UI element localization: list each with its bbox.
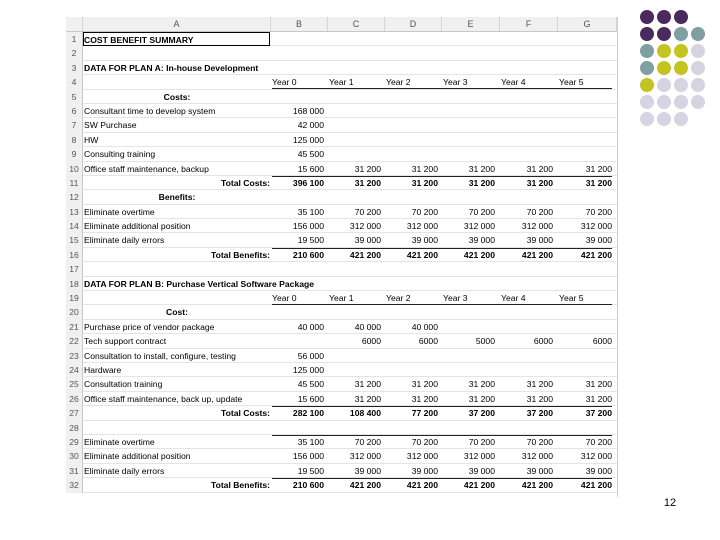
value-cell[interactable]: 312 000 [521, 451, 553, 462]
row-number[interactable]: 23 [66, 349, 83, 363]
value-cell[interactable]: 39 000 [526, 235, 553, 246]
rule-line [272, 248, 612, 249]
sheet-row [66, 219, 617, 233]
value-cell[interactable]: 35 100 [297, 206, 324, 217]
sheet-row [66, 176, 617, 190]
value-cell[interactable]: 70 200 [585, 436, 612, 447]
sheet-rows [66, 32, 617, 493]
value-cell[interactable]: 31 200 [468, 163, 495, 174]
decorative-dot [657, 10, 671, 24]
column-header-bar [66, 17, 617, 32]
value-cell[interactable]: Year 2 [386, 77, 411, 88]
sheet-row [66, 46, 617, 60]
value-cell[interactable]: 6000 [592, 336, 612, 347]
value-cell[interactable]: 312 000 [406, 221, 438, 232]
label-cell[interactable]: Total Benefits: [210, 249, 270, 260]
label-cell[interactable]: Office staff maintenance, back up, update [84, 393, 243, 404]
row-number[interactable]: 16 [66, 248, 83, 262]
value-cell[interactable]: 421 200 [580, 249, 612, 260]
value-cell[interactable]: 312 000 [406, 451, 438, 462]
label-cell[interactable]: Eliminate additional position [84, 451, 191, 462]
value-cell[interactable]: 6000 [533, 336, 553, 347]
value-cell[interactable]: 5000 [475, 336, 495, 347]
value-cell[interactable]: 312 000 [521, 221, 553, 232]
value-cell[interactable]: 40 000 [354, 321, 381, 332]
row-number[interactable]: 15 [66, 233, 83, 247]
value-cell[interactable]: 312 000 [349, 221, 381, 232]
label-cell[interactable]: DATA FOR PLAN B: Purchase Vertical Software Package [84, 278, 315, 289]
value-cell[interactable]: 70 200 [354, 436, 381, 447]
value-cell[interactable]: 125 000 [292, 134, 324, 145]
label-cell[interactable]: Eliminate additional position [84, 221, 191, 232]
value-cell[interactable]: 42 000 [297, 120, 324, 131]
decorative-dot [657, 78, 671, 92]
value-cell[interactable]: Year 2 [386, 293, 411, 304]
value-cell[interactable]: 421 200 [349, 480, 381, 491]
value-cell[interactable]: 312 000 [349, 451, 381, 462]
value-cell[interactable]: Year 3 [443, 77, 468, 88]
value-cell[interactable]: Year 1 [329, 77, 354, 88]
spreadsheet [66, 17, 617, 497]
sheet-row [66, 248, 617, 262]
sheet-row [66, 90, 617, 104]
value-cell[interactable]: 39 000 [411, 235, 438, 246]
value-cell[interactable]: 39 000 [411, 465, 438, 476]
page-number: 12 [663, 497, 677, 509]
label-cell[interactable]: SW Purchase [84, 120, 137, 131]
decorative-dot [657, 61, 671, 75]
sheet-row [66, 464, 617, 478]
value-cell[interactable]: Year 4 [501, 293, 526, 304]
value-cell[interactable]: 421 200 [521, 249, 553, 260]
sheet-row [66, 133, 617, 147]
value-cell[interactable]: 31 200 [585, 177, 612, 188]
sheet-row [66, 435, 617, 449]
value-cell[interactable]: 6000 [418, 336, 438, 347]
decorative-dot [674, 95, 688, 109]
value-cell[interactable]: Year 5 [559, 293, 584, 304]
value-cell[interactable]: 31 200 [354, 379, 381, 390]
decorative-dot [657, 112, 671, 126]
rule-line [272, 176, 612, 177]
value-cell[interactable]: 39 000 [468, 465, 495, 476]
value-cell[interactable]: 312 000 [580, 451, 612, 462]
value-cell[interactable]: 15 600 [297, 163, 324, 174]
value-cell[interactable]: 31 200 [468, 177, 495, 188]
row-number[interactable]: 4 [66, 75, 83, 89]
value-cell[interactable]: 35 100 [297, 436, 324, 447]
sheet-row [66, 392, 617, 406]
label-cell[interactable]: Costs: [163, 91, 191, 102]
label-cell[interactable]: Eliminate overtime [84, 436, 155, 447]
sheet-row [66, 205, 617, 219]
value-cell[interactable]: 70 200 [526, 206, 553, 217]
row-number[interactable]: 6 [66, 104, 83, 118]
label-cell[interactable]: HW [84, 134, 99, 145]
decorative-dot [657, 44, 671, 58]
value-cell[interactable]: 39 000 [585, 465, 612, 476]
row-number[interactable]: 5 [66, 90, 83, 104]
value-cell[interactable]: 77 200 [411, 408, 438, 419]
value-cell[interactable]: 156 000 [292, 451, 324, 462]
row-number[interactable]: 29 [66, 435, 83, 449]
value-cell[interactable]: 39 000 [354, 235, 381, 246]
select-all-corner[interactable] [66, 17, 83, 31]
value-cell[interactable]: 37 200 [468, 408, 495, 419]
sheet-row [66, 363, 617, 377]
column-header-c[interactable]: C [328, 17, 385, 31]
value-cell[interactable]: 421 200 [349, 249, 381, 260]
label-cell[interactable]: Tech support contract [84, 336, 167, 347]
row-number[interactable]: 25 [66, 377, 83, 391]
value-cell[interactable]: 31 200 [354, 177, 381, 188]
row-number[interactable]: 13 [66, 205, 83, 219]
value-cell[interactable]: 70 200 [354, 206, 381, 217]
value-cell[interactable]: 39 000 [468, 235, 495, 246]
value-cell[interactable]: 282 100 [292, 408, 324, 419]
sheet-row [66, 291, 617, 305]
sheet-row [66, 377, 617, 391]
value-cell[interactable]: 37 200 [585, 408, 612, 419]
row-number[interactable]: 26 [66, 392, 83, 406]
label-cell[interactable]: Hardware [84, 364, 122, 375]
sheet-row [66, 147, 617, 161]
sheet-row [66, 118, 617, 132]
row-number[interactable]: 28 [66, 421, 83, 435]
row-number[interactable]: 2 [66, 46, 83, 60]
value-cell[interactable]: 70 200 [411, 206, 438, 217]
value-cell[interactable]: 31 200 [411, 163, 438, 174]
column-header-d[interactable]: D [385, 17, 442, 31]
value-cell[interactable]: 421 200 [406, 249, 438, 260]
value-cell[interactable]: 312 000 [463, 451, 495, 462]
sheet-row [66, 349, 617, 363]
sheet-row [66, 190, 617, 204]
value-cell[interactable]: 37 200 [526, 408, 553, 419]
value-cell[interactable]: 31 200 [411, 177, 438, 188]
label-cell[interactable]: COST BENEFIT SUMMARY [83, 32, 270, 46]
row-number[interactable]: 24 [66, 363, 83, 377]
value-cell[interactable]: 6000 [361, 336, 381, 347]
sheet-row [66, 61, 617, 75]
row-number[interactable]: 27 [66, 406, 83, 420]
value-cell[interactable]: Year 3 [443, 293, 468, 304]
label-cell[interactable]: Total Costs: [220, 408, 270, 419]
value-cell[interactable]: 39 000 [526, 465, 553, 476]
value-cell[interactable]: 31 200 [526, 393, 553, 404]
row-number[interactable]: 10 [66, 162, 83, 176]
row-number[interactable]: 21 [66, 320, 83, 334]
label-cell[interactable]: Consultation training [84, 379, 163, 390]
row-number[interactable]: 3 [66, 61, 83, 75]
decorative-dot [691, 27, 705, 41]
value-cell[interactable]: 19 500 [297, 235, 324, 246]
slide-divider [617, 17, 618, 497]
sheet-row [66, 162, 617, 176]
decorative-dot [691, 61, 705, 75]
decorative-dot [674, 112, 688, 126]
value-cell[interactable]: 31 200 [526, 163, 553, 174]
value-cell[interactable]: 19 500 [297, 465, 324, 476]
value-cell[interactable]: Year 5 [559, 77, 584, 88]
column-header-a[interactable]: A [83, 17, 271, 31]
sheet-row [66, 320, 617, 334]
value-cell[interactable]: 421 200 [463, 480, 495, 491]
sheet-row [66, 449, 617, 463]
value-cell[interactable]: 210 600 [292, 480, 324, 491]
row-number[interactable]: 22 [66, 334, 83, 348]
row-number[interactable]: 31 [66, 464, 83, 478]
decorative-dot [691, 95, 705, 109]
row-number[interactable]: 14 [66, 219, 83, 233]
value-cell[interactable]: Year 0 [272, 77, 297, 88]
decorative-dot [674, 78, 688, 92]
row-number[interactable]: 30 [66, 449, 83, 463]
value-cell[interactable]: 45 500 [297, 149, 324, 160]
label-cell[interactable]: Eliminate overtime [84, 206, 155, 217]
value-cell[interactable]: 421 200 [463, 249, 495, 260]
value-cell[interactable]: 31 200 [585, 163, 612, 174]
label-cell[interactable]: Consulting training [84, 149, 156, 160]
row-number[interactable]: 9 [66, 147, 83, 161]
value-cell[interactable]: 31 200 [468, 393, 495, 404]
sheet-row [66, 406, 617, 420]
decorative-dot [657, 95, 671, 109]
sheet-row [66, 334, 617, 348]
decorative-dot [674, 10, 688, 24]
decorative-dot [691, 44, 705, 58]
sheet-row [66, 75, 617, 89]
rule-line [272, 435, 612, 436]
value-cell[interactable]: 421 200 [406, 480, 438, 491]
value-cell[interactable]: 70 200 [468, 206, 495, 217]
decorative-dot [640, 10, 654, 24]
decorative-dot [674, 27, 688, 41]
value-cell[interactable]: Year 0 [272, 293, 297, 304]
label-cell[interactable]: Purchase price of vendor package [84, 321, 215, 332]
label-cell[interactable]: Benefits: [158, 192, 196, 203]
row-number[interactable]: 12 [66, 190, 83, 204]
value-cell[interactable]: 70 200 [585, 206, 612, 217]
rule-line [272, 478, 612, 479]
value-cell[interactable]: 312 000 [580, 221, 612, 232]
sheet-row [66, 421, 617, 435]
sheet-row [66, 104, 617, 118]
decorative-dot [657, 27, 671, 41]
sheet-row [66, 305, 617, 319]
value-cell[interactable]: 70 200 [468, 436, 495, 447]
value-cell[interactable]: 421 200 [580, 480, 612, 491]
value-cell[interactable]: 31 200 [354, 393, 381, 404]
sheet-row [66, 233, 617, 247]
decorative-dot [640, 44, 654, 58]
value-cell[interactable]: 70 200 [411, 436, 438, 447]
row-number[interactable]: 32 [66, 478, 83, 492]
label-cell[interactable]: Consultation to install, configure, testing [84, 350, 236, 361]
row-number[interactable]: 11 [66, 176, 83, 190]
column-header-e[interactable]: E [442, 17, 500, 31]
value-cell[interactable]: 108 400 [349, 408, 381, 419]
decorative-dot [640, 78, 654, 92]
row-number[interactable]: 1 [66, 32, 83, 46]
value-cell[interactable]: 421 200 [521, 480, 553, 491]
label-cell[interactable]: Office staff maintenance, backup [84, 163, 209, 174]
decorative-dot [640, 95, 654, 109]
sheet-row [66, 478, 617, 492]
value-cell[interactable]: 312 000 [463, 221, 495, 232]
value-cell[interactable]: Year 4 [501, 77, 526, 88]
row-number[interactable]: 17 [66, 262, 83, 276]
row-number[interactable]: 19 [66, 291, 83, 305]
value-cell[interactable]: 31 200 [526, 177, 553, 188]
row-number[interactable]: 20 [66, 305, 83, 319]
value-cell[interactable]: 31 200 [585, 393, 612, 404]
row-number[interactable]: 8 [66, 133, 83, 147]
value-cell[interactable]: 40 000 [297, 321, 324, 332]
value-cell[interactable]: 45 500 [297, 379, 324, 390]
column-header-g[interactable]: G [558, 17, 617, 31]
label-cell[interactable]: Total Costs: [220, 177, 270, 188]
value-cell[interactable]: 40 000 [411, 321, 438, 332]
value-cell[interactable]: 39 000 [354, 465, 381, 476]
value-cell[interactable]: 70 200 [526, 436, 553, 447]
value-cell[interactable]: 15 600 [297, 393, 324, 404]
value-cell[interactable]: 31 200 [526, 379, 553, 390]
value-cell[interactable]: 31 200 [468, 379, 495, 390]
decorative-dot [691, 78, 705, 92]
value-cell[interactable]: 31 200 [411, 393, 438, 404]
label-cell[interactable]: Eliminate daily errors [84, 465, 165, 476]
value-cell[interactable]: 31 200 [585, 379, 612, 390]
label-cell[interactable]: Consultant time to develop system [84, 105, 216, 116]
decorative-dot-pattern [624, 2, 720, 152]
column-header-f[interactable]: F [500, 17, 558, 31]
label-cell[interactable]: Total Benefits: [210, 480, 270, 491]
value-cell[interactable]: 31 200 [354, 163, 381, 174]
value-cell[interactable]: 156 000 [292, 221, 324, 232]
value-cell[interactable]: 210 600 [292, 249, 324, 260]
value-cell[interactable]: 125 000 [292, 364, 324, 375]
value-cell[interactable]: 31 200 [411, 379, 438, 390]
value-cell[interactable]: 396 100 [292, 177, 324, 188]
value-cell[interactable]: Year 1 [329, 293, 354, 304]
decorative-dot [674, 61, 688, 75]
value-cell[interactable]: 56 000 [297, 350, 324, 361]
column-header-b[interactable]: B [271, 17, 328, 31]
decorative-dot [674, 44, 688, 58]
sheet-row [66, 262, 617, 276]
decorative-dot [640, 61, 654, 75]
decorative-dot [640, 112, 654, 126]
value-cell[interactable]: 39 000 [585, 235, 612, 246]
row-number[interactable]: 7 [66, 118, 83, 132]
label-cell[interactable]: Eliminate daily errors [84, 235, 165, 246]
row-number[interactable]: 18 [66, 277, 83, 291]
sheet-row [66, 32, 617, 46]
label-cell[interactable]: DATA FOR PLAN A: In-house Development [84, 62, 259, 73]
sheet-row [66, 277, 617, 291]
value-cell[interactable]: 168 000 [292, 105, 324, 116]
rule-line [272, 406, 612, 407]
label-cell[interactable]: Cost: [166, 307, 188, 318]
decorative-dot [640, 27, 654, 41]
